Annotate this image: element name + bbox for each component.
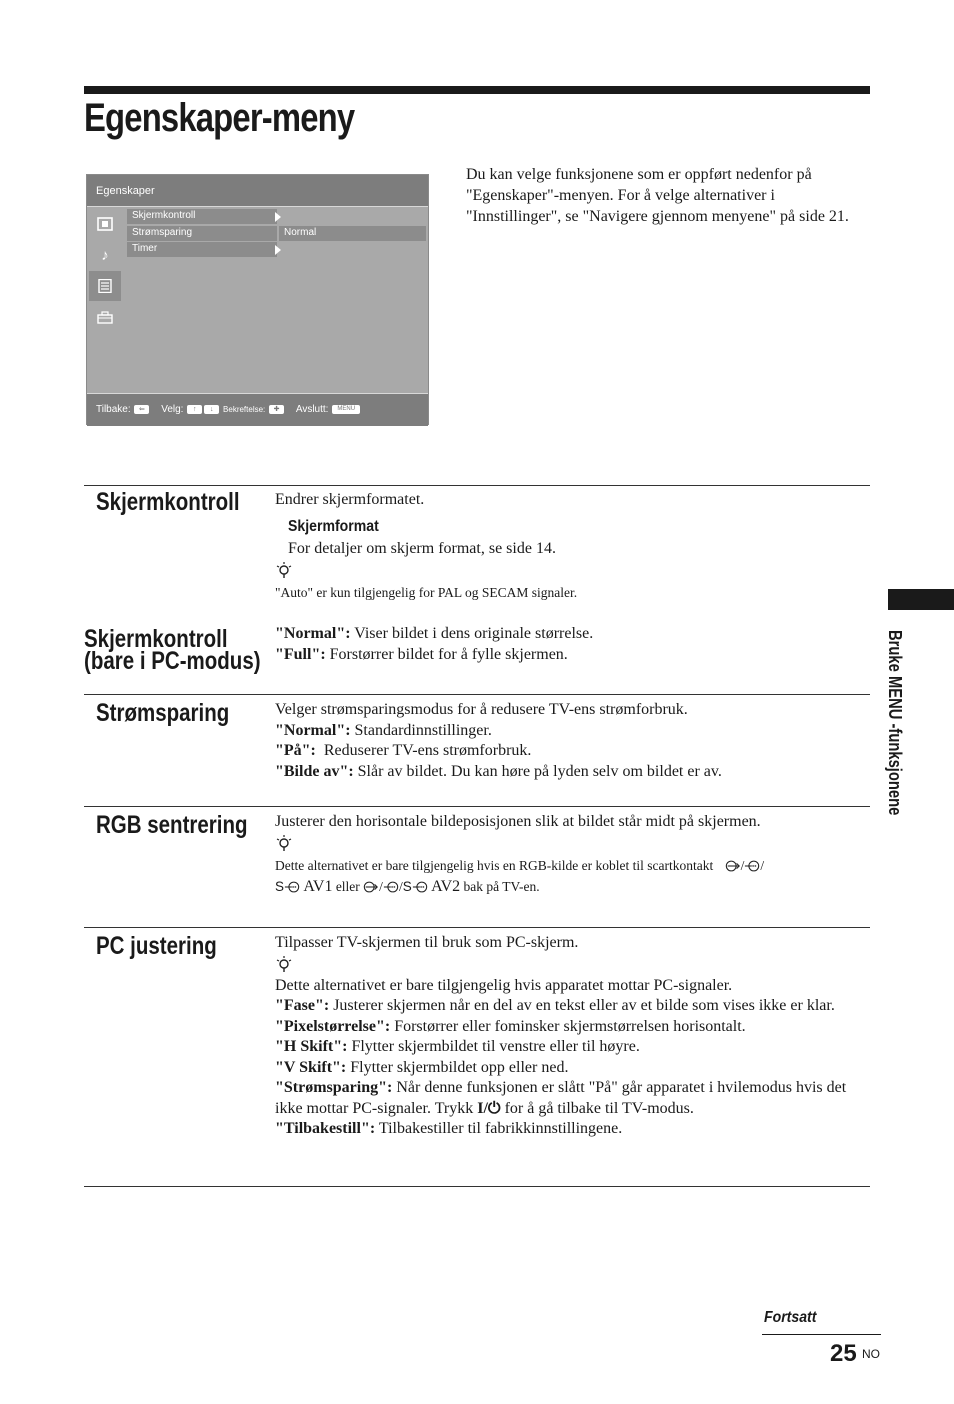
option-text: Reduserer TV-ens strømforbruk. [315, 742, 532, 759]
arrow-down-icon: ↓ [204, 405, 219, 414]
arrow-up-icon: ↑ [187, 405, 202, 414]
option-label: "H Skift": [275, 1038, 348, 1055]
scart-output-icon [744, 859, 760, 873]
tv-menu-title: Egenskaper [87, 175, 428, 206]
s-video-icon [412, 880, 428, 894]
option-label: "Strømsparing": [275, 1079, 393, 1096]
chapter-tab [888, 589, 954, 610]
chapter-label: Bruke MENU -funksjonene [885, 630, 905, 816]
scart-input-icon [725, 859, 741, 873]
feature-desc-rgb [275, 812, 870, 897]
page-title: Egenskaper-meny [84, 96, 355, 140]
option-label: "Bilde av": [275, 762, 354, 780]
table-rule [84, 694, 870, 695]
feature-desc-pc-justering [275, 933, 870, 1140]
sub-heading: Skjermformat [288, 517, 379, 535]
scart-output-icon [383, 880, 399, 894]
arrow-right-icon [275, 245, 281, 255]
desc-text: Tilpasser TV-skjermen til bruk som PC-skjerm. [275, 934, 579, 951]
tv-menu-item-stromsparing[interactable] [127, 226, 277, 241]
picture-icon [89, 209, 121, 239]
note-text: "Auto" er kun tilgjengelig for PAL og SECAM signaler. [275, 584, 578, 600]
tv-menu-item-value: Normal [279, 226, 426, 241]
table-rule [84, 927, 870, 928]
table-rule [84, 806, 870, 807]
tv-menu-item-label: Timer [132, 243, 158, 254]
desc-text: Velger strømsparingsmodus for å redusere TV-ens strømforbruk. [275, 701, 688, 718]
s-video-label: S [402, 878, 412, 894]
tv-menu-item-label: Skjermkontroll [132, 210, 196, 221]
note-text: Dette alternativet er bare tilgjengelig hvis en RGB-kilde er koblet til scartkontakt / / S AV1 eller / /S AV2 bak på TV-en. [275, 857, 765, 895]
option-label: "Full": [275, 645, 326, 663]
feature-desc-skjermkontroll-pc [275, 624, 870, 665]
footer-confirm-label: Bekreftelse: [223, 405, 266, 414]
option-label: "Tilbakestill": [275, 1120, 376, 1137]
menu-key-icon: MENU [332, 405, 360, 414]
option-label: "Normal": [275, 625, 351, 642]
feature-title-pc-justering: PC justering [96, 932, 217, 960]
footer-exit-label: Avslutt: [295, 404, 329, 415]
feature-title-skjermkontroll-pc [84, 625, 261, 675]
divider [87, 206, 428, 207]
note-part: eller [335, 878, 360, 894]
option-label: "Normal": [275, 721, 351, 739]
back-arrow-icon: ⇐ [134, 405, 149, 414]
note-text: Dette alternativet er bare tilgjengelig hvis apparatet mottar PC-signaler. [275, 976, 733, 994]
av1-label: AV1 [303, 877, 333, 895]
option-text: for å gå tilbake til TV-modus. [500, 1099, 694, 1117]
power-button-icon: I/⏻ [477, 1099, 501, 1117]
feature-title-stromsparing: Strømsparing [96, 699, 230, 727]
s-video-icon [284, 880, 300, 894]
confirm-icon: ✚ [269, 405, 284, 414]
footer-rule [762, 1334, 881, 1335]
tv-menu-screenshot [86, 174, 429, 425]
music-note-icon: ♪ [101, 246, 109, 264]
option-text: Når denne funksjonen er slått "På" går apparatet i hvilemodus hvis det ikke mottar PC-signaler. Trykk [275, 1079, 847, 1117]
option-text: Forstørrer bildet for å fylle skjermen. [325, 645, 568, 663]
option-text: Flytter skjermbildet opp eller ned. [346, 1058, 569, 1076]
desc-text: Justerer den horisontale bildeposisjonen slik at bildet står midt på skjermen. [275, 813, 761, 830]
tip-icon [275, 955, 293, 975]
option-label: "Pixelstørrelse": [275, 1017, 391, 1035]
option-label: "V Skift": [275, 1058, 347, 1076]
tv-menu-footer [87, 394, 428, 426]
footer-back-label: Tilbake: [96, 404, 131, 415]
option-text: Slår av bildet. Du kan høre på lyden selv om bildet er av. [353, 762, 722, 780]
s-video-label: S [275, 878, 285, 894]
option-label: "Fase": [275, 997, 330, 1014]
option-text: Tilbakestiller til fabrikkinnstillingene. [375, 1120, 623, 1137]
note-part: bak på TV-en. [463, 878, 540, 894]
feature-title-skjermkontroll: Skjermkontroll [96, 488, 240, 516]
table-rule [84, 485, 870, 486]
page-language-suffix: NO [862, 1347, 880, 1361]
top-rule [84, 86, 870, 94]
title-line: (bare i PC-modus) [84, 647, 261, 675]
tip-icon [275, 834, 293, 854]
option-text: Standardinnstillinger. [350, 721, 492, 739]
option-text: Justerer skjermen når en del av en tekst eller av et bilde som vises ikke er klar. [329, 997, 835, 1014]
tip-icon [275, 561, 293, 581]
title-line: Skjermkontroll [84, 625, 228, 653]
continued-label: Fortsatt [764, 1309, 817, 1326]
option-text: Forstørrer eller fominsker skjermstørrelsen horisontalt. [390, 1017, 746, 1035]
option-text: Viser bildet i dens originale størrelse. [350, 625, 594, 642]
page-number: 25 [830, 1340, 857, 1367]
note-part: Dette alternativet er bare tilgjengelig hvis en RGB-kilde er koblet til scartkontakt [275, 857, 714, 873]
arrow-right-icon [275, 212, 281, 222]
toolbox-icon [89, 302, 121, 332]
features-icon [89, 271, 121, 301]
intro-text: Du kan velge funksjonene som er oppført nedenfor på "Egenskaper"-menyen. For å velge alternativer i "Innstillinger", se "Navigere gjennom menyene" på side 21. [466, 166, 849, 225]
footer-select-label: Velg: [161, 404, 184, 415]
option-label: "På": [275, 742, 316, 759]
option-text: Flytter skjermbildet til venstre eller til høyre. [347, 1038, 640, 1055]
feature-desc-skjermkontroll [275, 490, 870, 603]
tv-menu-item-timer[interactable] [127, 242, 277, 257]
tv-menu-icon-bar [89, 209, 121, 334]
table-rule [84, 1186, 870, 1187]
tv-menu-item-label: Strømsparing [132, 227, 193, 238]
scart-input-icon [363, 880, 379, 894]
tv-menu-item-skjermkontroll[interactable] [127, 209, 277, 224]
desc-text: Endrer skjermformatet. [275, 491, 425, 508]
feature-desc-stromsparing [275, 700, 870, 782]
av2-label: AV2 [431, 877, 461, 895]
feature-title-rgb: RGB sentrering [96, 811, 248, 839]
sub-desc: For detaljer om skjerm format, se side 14. [288, 540, 556, 557]
